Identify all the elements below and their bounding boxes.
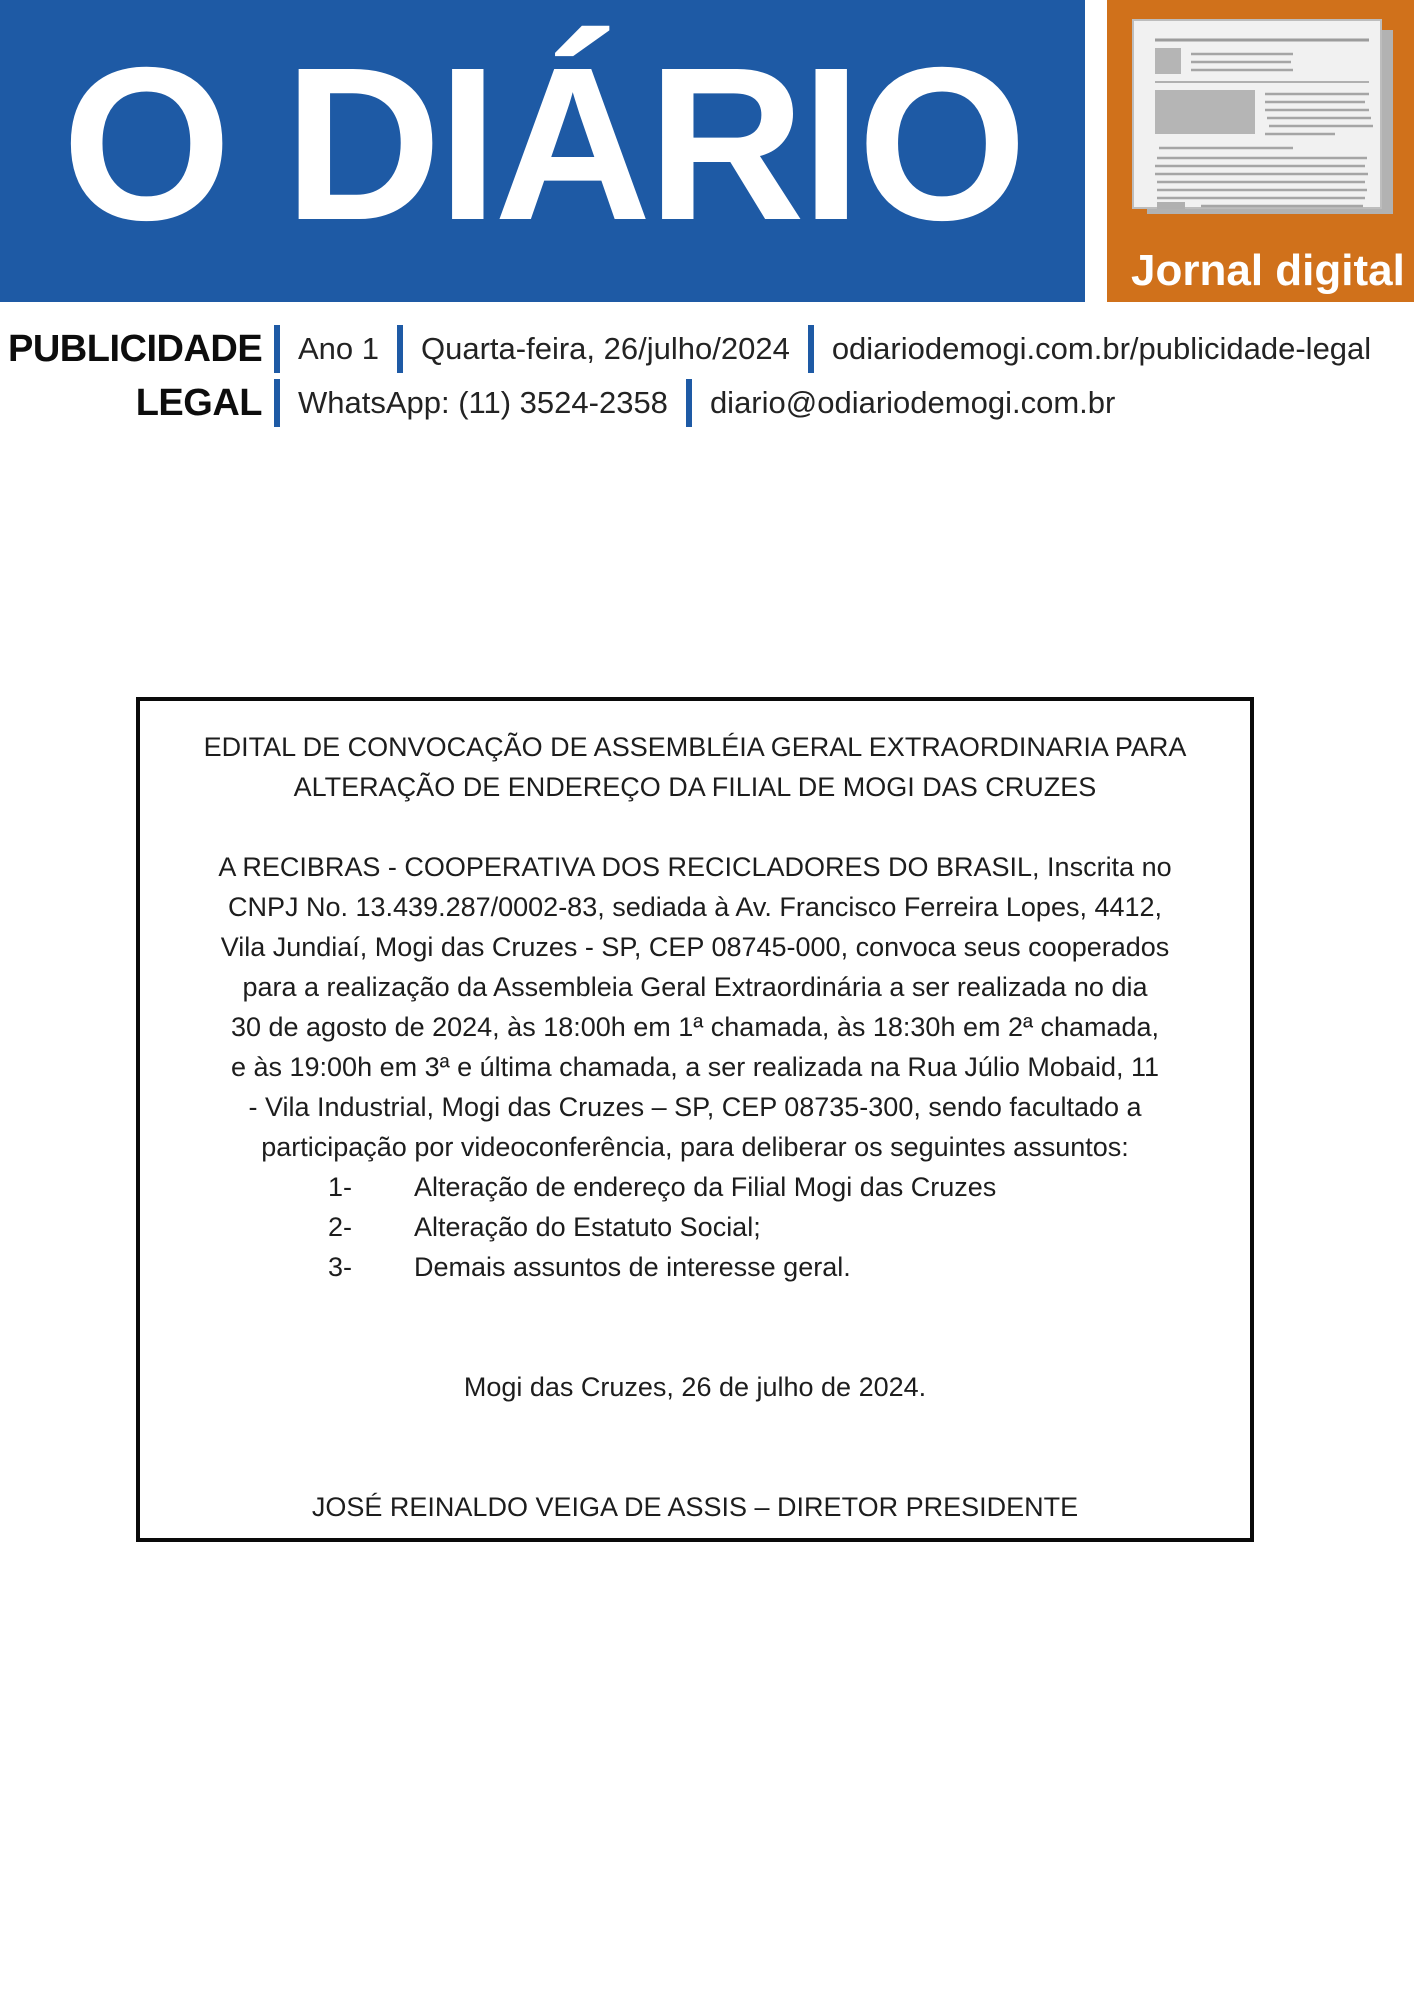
publication-info <box>8 322 1371 430</box>
masthead-title-block <box>0 0 1085 302</box>
publication-info-row-1 <box>262 322 1371 376</box>
digital-badge-label: Jornal digital <box>1131 246 1405 295</box>
notice-body-line: participação por videoconferência, para deliberar os seguintes assuntos: <box>261 1132 1129 1162</box>
publication-info-row-2 <box>262 376 1371 430</box>
spacer <box>160 1287 1230 1367</box>
notice-body-line: para a realização da Assembleia Geral Extraordinária a ser realizada no dia <box>242 972 1148 1002</box>
notice-body-line: - Vila Industrial, Mogi das Cruzes – SP, CEP 08735-300, sendo facultado a <box>248 1092 1142 1122</box>
divider-bar <box>686 379 692 427</box>
notice-body-line: CNPJ No. 13.439.287/0002-83, sediada à Av. Francisco Ferreira Lopes, 4412, <box>227 892 1163 922</box>
divider-bar <box>397 325 403 373</box>
section-label-line1: PUBLICIDADE <box>8 328 263 370</box>
divider-bar <box>808 325 814 373</box>
notice-body-line: Vila Jundiaí, Mogi das Cruzes - SP, CEP 08745-000, convoca seus cooperados <box>220 932 1170 962</box>
spacer <box>160 1407 1230 1487</box>
notice-body-line: 30 de agosto de 2024, às 18:00h em 1ª chamada, às 18:30h em 2ª chamada, <box>230 1012 1160 1042</box>
notice-title-line: ALTERAÇÃO DE ENDEREÇO DA FILIAL DE MOGI DAS CRUZES <box>293 772 1097 802</box>
agenda-item-text: Demais assuntos de interesse geral. <box>414 1252 851 1282</box>
digital-badge <box>1107 0 1414 302</box>
newspaper-icon <box>1125 18 1397 218</box>
newspaper-title: O DIÁRIO <box>61 23 1024 266</box>
agenda-item <box>160 1207 1230 1247</box>
notice-date-line: Mogi das Cruzes, 26 de julho de 2024. <box>463 1372 927 1402</box>
agenda-item <box>160 1167 1230 1207</box>
website-url: odiariodemogi.com.br/publicidade-legal <box>831 331 1372 366</box>
notice-body-line: A RECIBRAS - COOPERATIVA DOS RECICLADORES DO BRASIL, Inscrita no <box>218 852 1172 882</box>
divider-bar <box>274 379 280 427</box>
issue-date: Quarta-feira, 26/julho/2024 <box>421 331 790 366</box>
section-label <box>8 322 262 430</box>
agenda-item-number: 3- <box>328 1252 353 1282</box>
section-label-line2: LEGAL <box>135 382 262 424</box>
agenda-item-number: 2- <box>328 1212 353 1242</box>
spacer <box>160 807 1230 847</box>
legal-notice-box <box>136 697 1254 1542</box>
notice-title-line: EDITAL DE CONVOCAÇÃO DE ASSEMBLÉIA GERAL EXTRAORDINARIA PARA <box>203 732 1187 762</box>
whatsapp-number: WhatsApp: (11) 3524-2358 <box>298 385 668 420</box>
notice-signature: JOSÉ REINALDO VEIGA DE ASSIS – DIRETOR PRESIDENTE <box>311 1492 1079 1522</box>
agenda-item <box>160 1247 1230 1287</box>
edition-label: Ano 1 <box>298 331 380 366</box>
publication-info-rows <box>262 322 1371 430</box>
divider-bar <box>274 325 280 373</box>
agenda-item-text: Alteração de endereço da Filial Mogi das Cruzes <box>414 1172 997 1202</box>
agenda-item-number: 1- <box>328 1172 353 1202</box>
contact-email: diario@odiariodemogi.com.br <box>709 385 1116 420</box>
agenda-item-text: Alteração do Estatuto Social; <box>414 1212 761 1242</box>
notice-body-line: e às 19:00h em 3ª e última chamada, a ser realizada na Rua Júlio Mobaid, 11 <box>230 1052 1160 1082</box>
